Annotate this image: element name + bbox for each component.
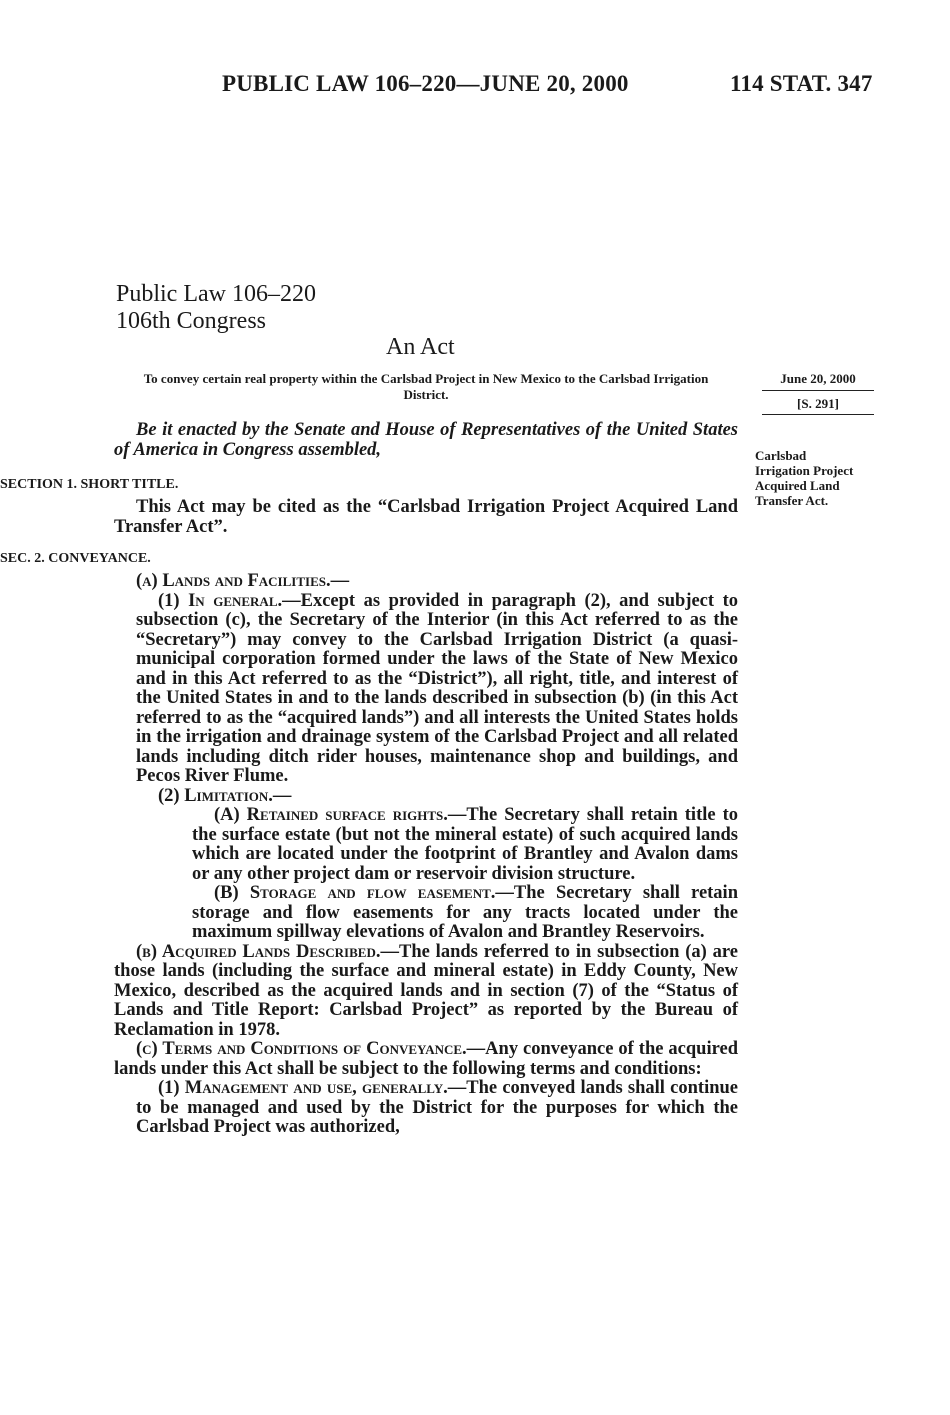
subsection-a-heading: (a) Lands and Facilities.— (136, 571, 350, 591)
margin-note-line: Acquired Land (755, 478, 840, 493)
act-title: An Act (386, 334, 455, 360)
running-header-page: 114 STAT. 347 (730, 71, 873, 96)
bill-number: [S. 291] (762, 396, 874, 415)
congress-number: 106th Congress (116, 308, 266, 334)
short-title-text: This Act may be cited as the “Carlsbad Irrigation Project Acquired Land Transfer Act”. (114, 497, 738, 537)
act-purpose: To convey certain real property within the Carlsbad Project in New Mexico to the Carlsbad Irrigation District. (143, 371, 709, 402)
enactment-date: June 20, 2000 (762, 371, 874, 391)
margin-note-line: Carlsbad (755, 448, 807, 463)
enacting-text: Be it enacted by the Senate and House of Representatives of the United States of America in Congress assembled, (114, 420, 738, 460)
section-1-heading: SECTION 1. SHORT TITLE. (0, 477, 179, 492)
public-law-number: Public Law 106–220 (116, 281, 316, 307)
margin-note (755, 448, 880, 508)
subparagraph-B: (B) Storage and flow easement.—The Secretary shall retain storage and flow easements for any tracts located under the maximum spillway elevations of Avalon and Brantley Reservoirs. (192, 883, 738, 942)
subparagraph-A: (A) Retained surface rights.—The Secretary shall retain title to the surface estate (but not the mineral estate) of such acquired lands which are located under the footprint of Brantley and Avalon dams or any other project dam or reservoir division structure. (192, 805, 738, 884)
paragraph-c1: (1) Management and use, generally.—The conveyed lands shall continue to be managed and used by the District for the purposes for which the Carlsbad Project was authorized, (136, 1078, 739, 1137)
paragraph-a2-heading: (2) Limitation.— (158, 785, 292, 806)
section-2-body (114, 572, 738, 1138)
enacting-clause (114, 421, 738, 460)
margin-note-line: Irrigation Project (755, 463, 854, 478)
section-1-body (114, 498, 738, 537)
subsection-b: (b) Acquired Lands Described.—The lands referred to in subsection (a) are those lands (including the surface and mineral estate) in Eddy County, New Mexico, described as the acquired lands and in section (7) of the “Status of Lands and Title Report: Carlsbad Project” as reported by the Bureau of Reclamation in 1978. (114, 941, 738, 1040)
section-2-heading: SEC. 2. CONVEYANCE. (0, 551, 151, 566)
paragraph-a1: (1) In general.—Except as provided in paragraph (2), and subject to subsection (c), the Secretary of the Interior (in this Act referred to as the “Secretary”) may convey to the Carlsbad Irrigation District (a quasi-municipal corporation formed under the laws of the State of New Mexico and in this Act referred to as the “District”), all right, title, and interest of the United States in and to the lands described in subsection (b) (in this Act referred to as the “acquired lands”) and all interests the United States holds in the irrigation and drainage system of the Carlsbad Project and all related lands including ditch rider houses, maintenance shop and buildings, and Pecos River Flume. (136, 590, 738, 786)
running-header-left: PUBLIC LAW 106–220—JUNE 20, 2000 (222, 71, 629, 96)
margin-note-line: Transfer Act. (755, 493, 829, 508)
subsection-c: (c) Terms and Conditions of Conveyance.—Any conveyance of the acquired lands under this Act shall be subject to the following terms and conditions: (114, 1039, 738, 1079)
